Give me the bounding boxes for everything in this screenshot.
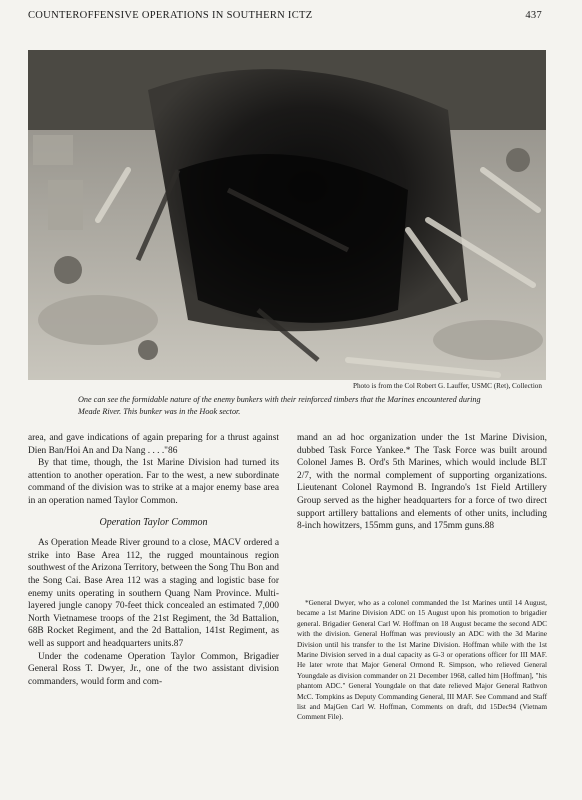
running-title: COUNTEROFFENSIVE OPERATIONS IN SOUTHERN ICTZ: [28, 10, 313, 21]
photo-credit: Photo is from the Col Robert G. Lauffer, USMC (Ret), Collection: [352, 382, 542, 390]
left-column: [28, 432, 279, 688]
paragraph: Under the codename Operation Taylor Common, Brigadier General Ross T. Dwyer, Jr., one of the two assistant division commanders, would form and com-: [28, 651, 279, 687]
right-column: [297, 432, 547, 533]
section-heading: Operation Taylor Common: [99, 516, 208, 528]
paragraph: mand an ad hoc organization under the 1st Marine Division, dubbed Task Force Yankee.* The Task Force was built around Colonel James B. Ord's 5th Marines, which would include BLT 2/7, with the normal complement of supporting organizations. Lieutenant Colonel Raymond B. Ingrando's 1st Field Artillery Group served as the higher headquarters for a force of two direct support artillery battalions and elements of other units, including 8-inch howitzers, 155mm guns, and 175mm guns.88: [297, 433, 547, 532]
photo-caption: One can see the formidable nature of the enemy bunkers with their reinforced timbers that the Marines encountered during Meade River. This bunker was in the Hook sector.: [78, 395, 481, 416]
paragraph: By that time, though, the 1st Marine Division had turned its attention to another operation. Far to the west, a new subordinate command of the division was to strike at a major enemy base area in an operation named Taylor Common.: [28, 458, 279, 506]
paragraph: As Operation Meade River ground to a close, MACV ordered a strike into Base Area 112, the rugged mountainous region southwest of the Arizona Territory, between the Song Thu Bon and the Song Cai. Base Area 112 was a staging and logistic base for enemy units operating in southern Quang Nam Province. Multi-layered jungle canopy 70-feet thick concealed an estimated 7,000 North Vietnamese troops of the 21st Regiment, the 3d Battalion, 68B Rocket Regiment, and the 2d Battalion, 141st Regiment, as well as support and headquarters units.87: [28, 538, 279, 649]
bunker-photo: [28, 50, 546, 380]
footnote: *General Dwyer, who as a colonel commanded the 1st Marines until 14 August, became a 1st Marine Division ADC on 15 August upon his promotion to brigadier general. Brigadier General Carl W. Hoffman on 18 August became the second ADC with the division. General Hoffman was previously an ADC with the 3d Marine Division until his transfer to the 1st Marine Division. Hoffman while with the 1st Marine Division served in a dual capacity as G-3 or operations officer for III MAF. He later wrote that Major General Ormond R. Simpson, who relieved General Youngdale as division commander on 21 December 1968, called him [Hoffman], "his phantom ADC." General Youngdale on that date relieved Major General Rathvon McC. Tompkins as Deputy Commanding General, III MAF. See Command and Staff list and MajGen Carl W. Hoffman, Comments on draft, dtd 15Dec94 (Vietnam Comment File).: [297, 598, 547, 722]
bunker-photo-illustration: [28, 50, 546, 380]
page-number: 437: [525, 10, 542, 21]
paragraph: area, and gave indications of again preparing for a thrust against Dien Ban/Hoi An and Da Nang . . . ."86: [28, 433, 279, 456]
